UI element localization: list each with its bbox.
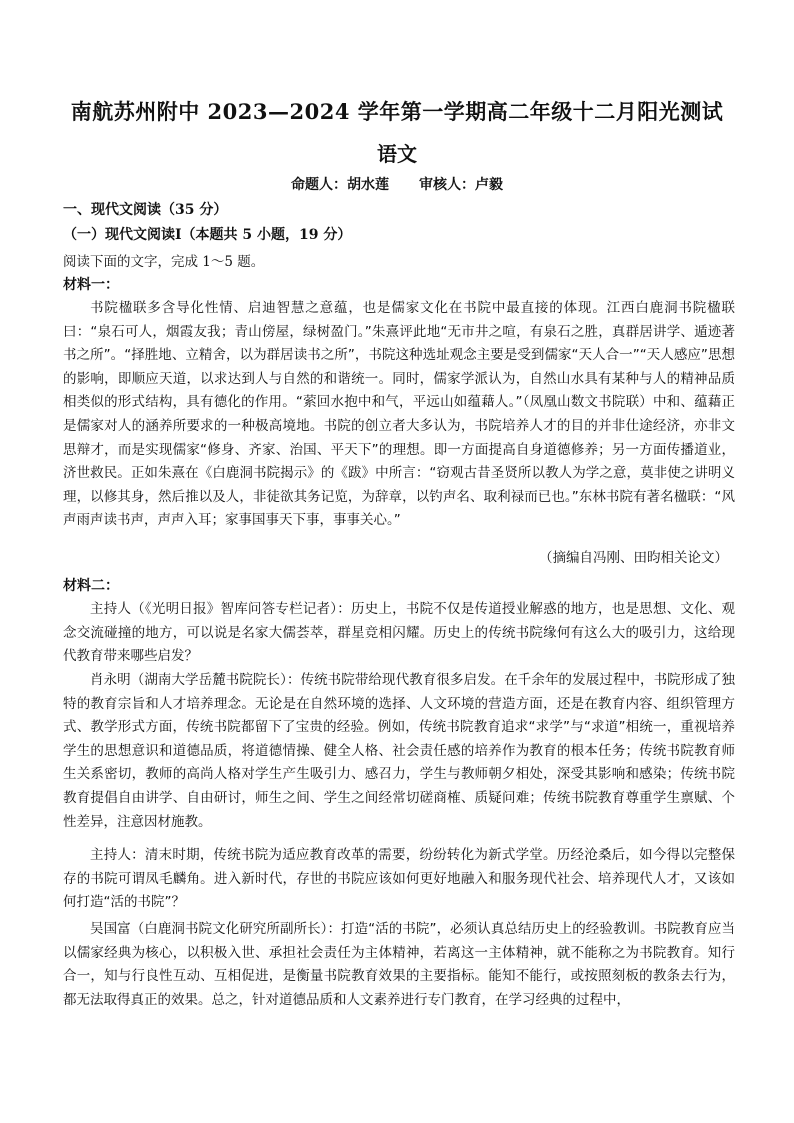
material2-label: 材料二： [63,578,119,594]
material2-paragraph: 肖永明（湖南大学岳麓书院院长）：传统书院带给现代教育很多启发。在千余年的发展过程中，书院形成了独特的教育宗旨和人才培养理念。无论是在自然环境的选择、人文环境的营造方面，还是在教育内容、组织管理方式、教学形式方面，传统书院都留下了宝贵的经验。例如，传统书院教育追求“求学”与“求道”相统一，重视培养学生的思想意识和道德品质，将道德情操、健全人格、社会责任感的培养作为教育的根本任务；传统书院教育师生关系密切，教师的高尚人格对学生产生吸引力、感召力，学生与教师朝夕相处，深受其影响和感染；传统书院教育提倡自由讲学、自由研讨，师生之间、学生之间经常切磋商榷、质疑问难；传统书院教育尊重学生禀赋、个性差异，注意因材施教。 [63,672,735,830]
exam-title: 南航苏州附中 2023—2024 学年第一学期高二年级十二月阳光测试 [70,99,724,124]
material2-paragraph: 主持人：清末时期，传统书院为适应教育改革的需要，纷纷转化为新式学堂。历经沧桑后，如今得以完整保存的书院可谓凤毛麟角。进入新时代，存世的书院应该如何更好地融入和服务现代社会、培养现代人才，又该如何打造“活的书院”？ [63,847,735,911]
material2-paragraph: 主持人（《光明日报》智库问答专栏记者）：历史上，书院不仅是传道授业解惑的地方，也是思想、文化、观念交流碰撞的地方，可以说是名家大儒荟萃，群星竞相闪耀。历史上的传统书院缘何有这么大的吸引力，这给现代教育带来哪些启发？ [63,601,735,665]
exam-authors [0,174,794,194]
reading-instruction: 阅读下面的文字，完成 1～5 题。 [63,254,265,270]
material1-source: （摘编自冯刚、田昀相关论文） [539,550,728,566]
section-subheading: （一）现代文阅读Ⅰ（本题共 5 小题，19 分） [63,227,352,243]
material2-paragraph: 吴国富（白鹿洞书院文化研究所副所长）：打造“活的书院”，必须认真总结历史上的经验教训。书院教育应当以儒家经典为核心，以积极入世、承担社会责任为主体精神，若离这一主体精神，就不能称之为书院教育。知行合一，知与行良性互动、互相促进，是衡量书院教育效果的主要指标。能知不能行，或按照刻板的教条去行为，都无法取得真正的效果。总之，针对道德品质和人文素养进行专门教育，在学习经典的过程中， [63,921,735,1008]
reviewer: 审核人：卢毅 [419,177,503,193]
material1-label: 材料一： [63,277,119,293]
section-heading: 一、现代文阅读（35 分） [63,202,228,218]
question-setter: 命题人：胡水莲 [291,177,389,193]
material1-paragraph: 书院楹联多含导化性情、启迪智慧之意蕴，也是儒家文化在书院中最直接的体现。江西白鹿洞书院楹联曰：“泉石可人，烟霞友我；青山傍屋，绿树盈门。”朱熹评此地“无市井之喧，有泉石之胜，真群居讲学、遁迹著书之所”。“择胜地、立精舍，以为群居读书之所”，书院这种选址观念主要是受到儒家“天人合一”“天人感应”思想的影响，即顺应天道，以求达到人与自然的和谐统一。同时，儒家学派认为，自然山水具有某种与人的精神品质相类似的形式结构，具有德化的作用。“萦回水抱中和气，平远山如蕴藉人。”（凤凰山数文书院联）中和、蕴藉正是儒家对人的涵养所要求的一种极高境地。书院的创立者大多认为，书院培养人才的目的并非仕途经济，亦非文思辩才，而是实现儒家“修身、齐家、治国、平天下”的理想。即一方面提高自身道德修养；另一方面传播道业，济世救民。正如朱熹在《白鹿洞书院揭示》的《跋》中所言：“窃观古昔圣贤所以教人为学之意，莫非使之讲明义理，以修其身，然后推以及人，非徒欲其务记览，为辞章，以钓声名、取利禄而已也。”东林书院有著名楹联：“风声雨声读书声，声声入耳；家事国事天下事，事事关心。” [63,300,735,529]
exam-subject: 语文 [377,142,417,166]
